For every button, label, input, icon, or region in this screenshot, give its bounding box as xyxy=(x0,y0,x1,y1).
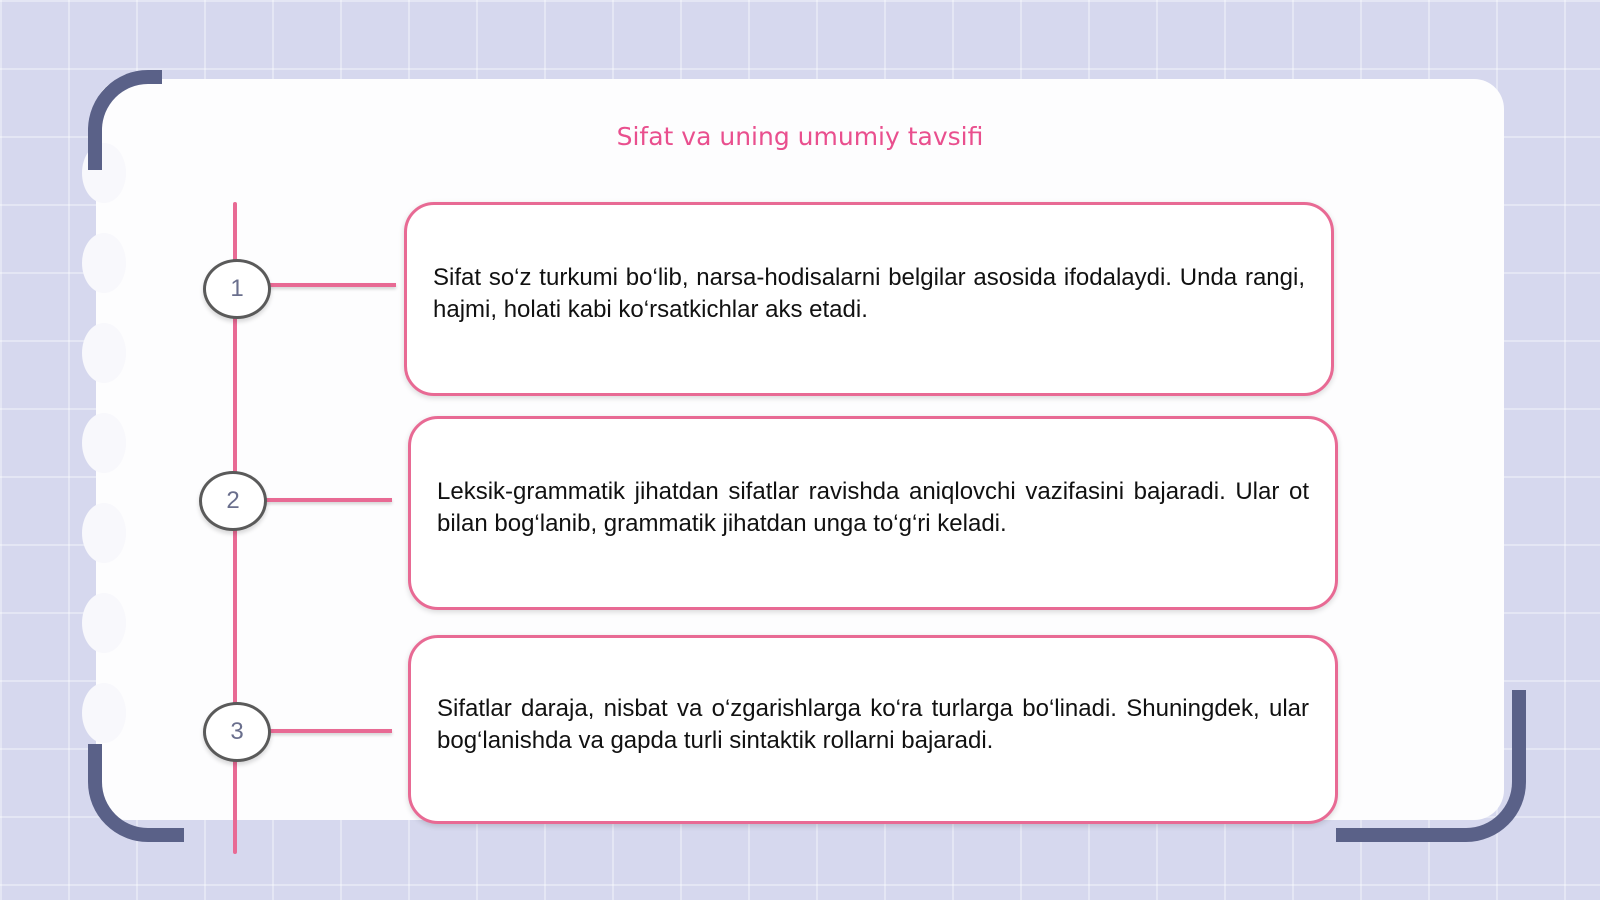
timeline-connector xyxy=(262,498,392,502)
step-card-1 xyxy=(404,202,1334,396)
step-text: Leksik-grammatik jihatdan sifatlar ravishda aniqlovchi vazifasini bajaradi. Ular ot bilan bog‘lanib, grammatik jihatdan unga to‘g‘ri keladi. xyxy=(437,478,1309,537)
step-text: Sifatlar daraja, nisbat va o‘zgarishlarga ko‘ra turlarga bo‘linadi. Shuningdek, ular bog‘lanishda va gapda turli sintaktik rollarni bajaradi. xyxy=(437,694,1309,754)
paper-edge-bump xyxy=(82,323,126,383)
step-number-2: 2 xyxy=(199,471,267,531)
timeline-connector xyxy=(266,729,392,733)
step-card-3 xyxy=(408,635,1338,824)
paper-edge-bump xyxy=(82,233,126,293)
paper-edge-bump xyxy=(82,413,126,473)
step-card-2 xyxy=(408,416,1338,610)
step-number-1: 1 xyxy=(203,259,271,319)
frame-corner-top-left xyxy=(88,70,162,170)
slide-title: Sifat va uning umumiy tavsifi xyxy=(616,122,984,151)
step-text: Sifat so‘z turkumi bo‘lib, narsa-hodisalarni belgilar asosida ifodalaydi. Unda rangi, hajmi, holati kabi ko‘rsatkichlar aks etadi. xyxy=(433,264,1305,323)
frame-corner-bottom-left xyxy=(88,744,184,842)
timeline-connector xyxy=(266,283,396,287)
paper-edge-bump xyxy=(82,683,126,743)
paper-edge-bump xyxy=(82,593,126,653)
paper-edge-bump xyxy=(82,503,126,563)
frame-corner-bottom-right xyxy=(1336,690,1526,842)
step-number-3: 3 xyxy=(203,702,271,762)
